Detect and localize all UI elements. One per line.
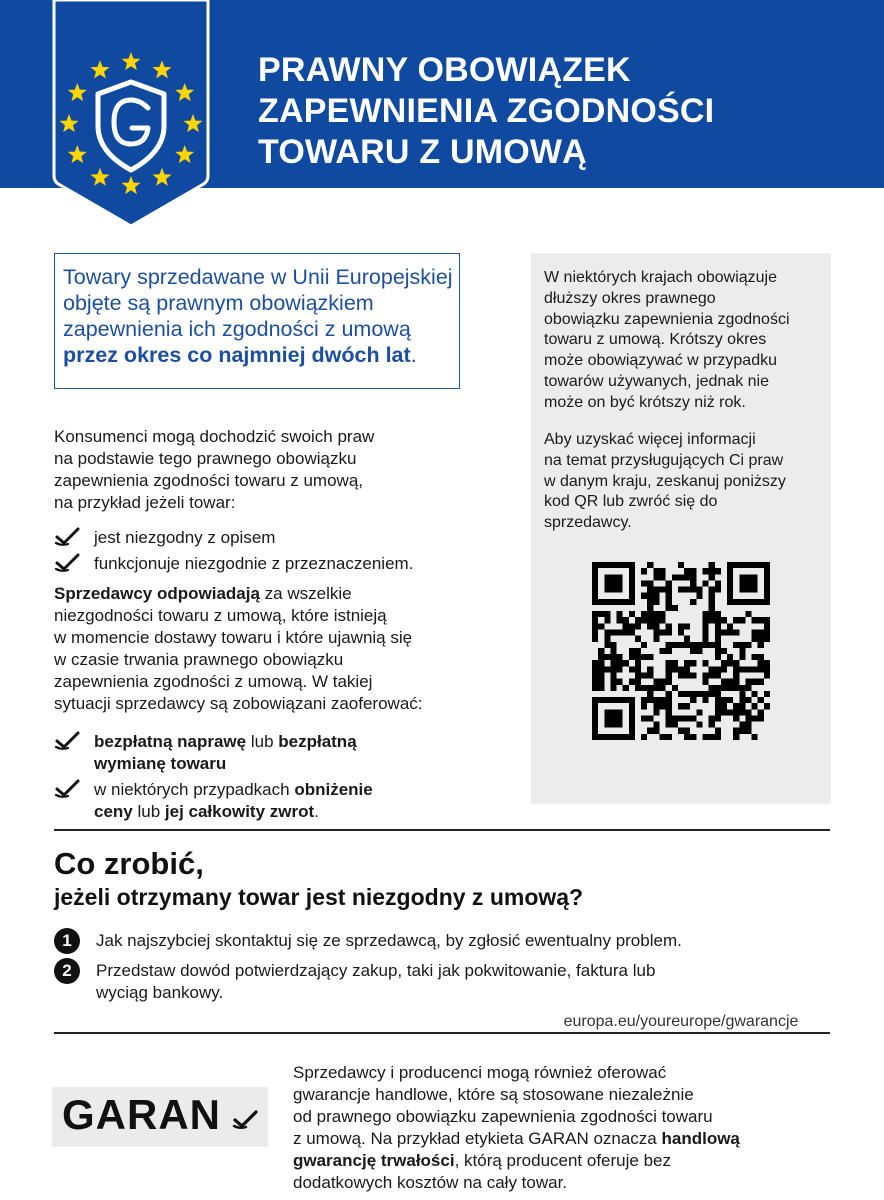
check-item-text: jest niezgodny z opisem [94,528,276,547]
sellers-line: w momencie dostawy towaru i które ujawnią się [54,628,413,647]
remedy-pre: w niektórych przypadkach [94,780,295,799]
remedy-option-2 [54,779,373,823]
sellers-line: sytuacji sprzedawcy są zobowiązani zaoferować: [54,694,423,713]
qr-code-icon[interactable] [592,562,770,740]
garan-checkmark-icon [232,1109,260,1131]
page-title [258,50,858,173]
step-line: Jak najszybciej skontaktuj się ze sprzedawcą, by zgłosić ewentualny problem. [96,931,682,950]
info-url[interactable]: europa.eu/youreurope/gwarancje [563,1013,799,1030]
remedy-bold: wymianę towaru [94,754,227,773]
check-item-text: funkcjonuje niezgodnie z przeznaczeniem. [94,554,414,573]
remedy-option-text [94,731,357,775]
step-line: wyciąg bankowy. [96,983,224,1002]
side-line: sprzedawcy. [544,514,632,532]
rights-line: na przykład jeżeli towar: [54,493,236,512]
intro-end: . [410,343,417,367]
remedy-end: . [314,802,319,821]
intro-box [54,253,460,389]
side-line: W niektórych krajach obowiązuje [544,269,777,286]
side-paragraph-1 [544,268,824,414]
side-line: kod QR lub zwróć się do [544,493,718,511]
eu-shield-g-icon [52,0,210,228]
garan-line [293,1128,833,1150]
title-line-2: ZAPEWNIENIA ZGODNOŚCI [258,92,715,130]
garan-line: od prawnego obowiązku zapewnienia zgodności towaru [293,1107,713,1126]
garan-line: dodatkowych kosztów na cały towar. [293,1173,568,1192]
sellers-line: w czasie trwania prawnego obowiązku [54,650,344,669]
garan-bold: handlową [661,1129,740,1148]
sellers-paragraph [54,583,423,715]
garan-line: gwarancje handlowe, które są stosowane niezależnie [293,1085,694,1104]
remedy-bold: bezpłatną naprawę [94,732,247,751]
side-line: dłuższy okres prawnego [544,289,716,307]
intro-bold: przez okres co najmniej dwóch lat [63,343,411,367]
divider [54,829,830,831]
rights-line: zapewnienia zgodności towaru z umową, [54,471,364,490]
step-number: 2 [54,958,80,984]
side-line: towaru z umową. Krótszy okres [544,331,767,349]
check-item-1 [54,527,275,549]
side-line: może obowiązywać w przypadku [544,352,777,370]
remedy-option-text [94,779,373,823]
sellers-line: niezgodności towaru z umową, które istnieją [54,606,387,625]
garan-line: Sprzedawcy i producenci mogą również oferować [293,1063,667,1082]
remedy-option-1 [54,731,357,775]
section-heading: Co zrobić, [54,846,204,881]
step-line: Przedstaw dowód potwierdzający zakup, taki jak pokwitowanie, faktura lub [96,961,656,980]
sellers-bold-lead: Sprzedawcy odpowiadają [54,584,260,603]
title-line-1: PRAWNY OBOWIĄZEK [258,51,631,89]
remedy-bold: ceny [94,802,133,821]
intro-text: Towary sprzedawane w Unii Europejskiej objęte są prawnym obowiązkiem zapewnienia ich zgodności z umową [63,265,453,341]
rights-line: Konsumenci mogą dochodzić swoich praw [54,427,375,446]
remedy-bold: obniżenie [294,780,373,799]
step-text [96,960,655,1004]
checkmark-icon [54,731,94,751]
garan-bold: gwarancję trwałości [293,1151,455,1170]
checkmark-icon [54,527,94,547]
side-line: towarów używanych, jednak nie [544,372,770,390]
sellers-rest: za wszelkie [259,584,352,603]
checkmark-icon [54,779,94,799]
rights-line: na podstawie tego prawnego obowiązku [54,449,357,468]
step-number: 1 [54,928,80,954]
step-1 [54,930,682,954]
step-2 [54,960,655,1004]
step-text [96,930,682,952]
title-line-3: TOWARU Z UMOWĄ [258,133,587,171]
garan-text: , którą producent oferuje bez [454,1151,671,1170]
side-line: obowiązku zapewnienia zgodności [544,310,790,328]
side-line: w danym kraju, zeskanuj poniższy [544,472,786,490]
remedy-mid: lub [246,732,279,751]
rights-paragraph [54,426,374,514]
remedy-bold: jej całkowity zwrot [164,802,315,821]
sellers-line: zapewnienia zgodności z umową. W takiej [54,672,373,691]
divider [54,1032,830,1034]
checkmark-icon [54,553,94,573]
section-subheading: jeżeli otrzymany towar jest niezgodny z umową? [54,884,584,910]
garan-logo-text: GARAN [62,1091,221,1138]
remedy-bold: bezpłatną [278,732,357,751]
check-item-2 [54,553,413,575]
garan-logo [52,1087,268,1147]
garan-paragraph [293,1062,833,1194]
garan-line [293,1150,833,1172]
sellers-line-first [54,583,423,605]
side-line: na temat przysługujących Ci praw [544,451,784,469]
remedy-mid: lub [132,802,165,821]
side-line: może on być krótszy niż rok. [544,393,746,411]
side-paragraph-2 [544,430,824,534]
side-line: Aby uzyskać więcej informacji [544,431,756,448]
garan-text: z umową. Na przykład etykieta GARAN oznacza [293,1129,662,1148]
